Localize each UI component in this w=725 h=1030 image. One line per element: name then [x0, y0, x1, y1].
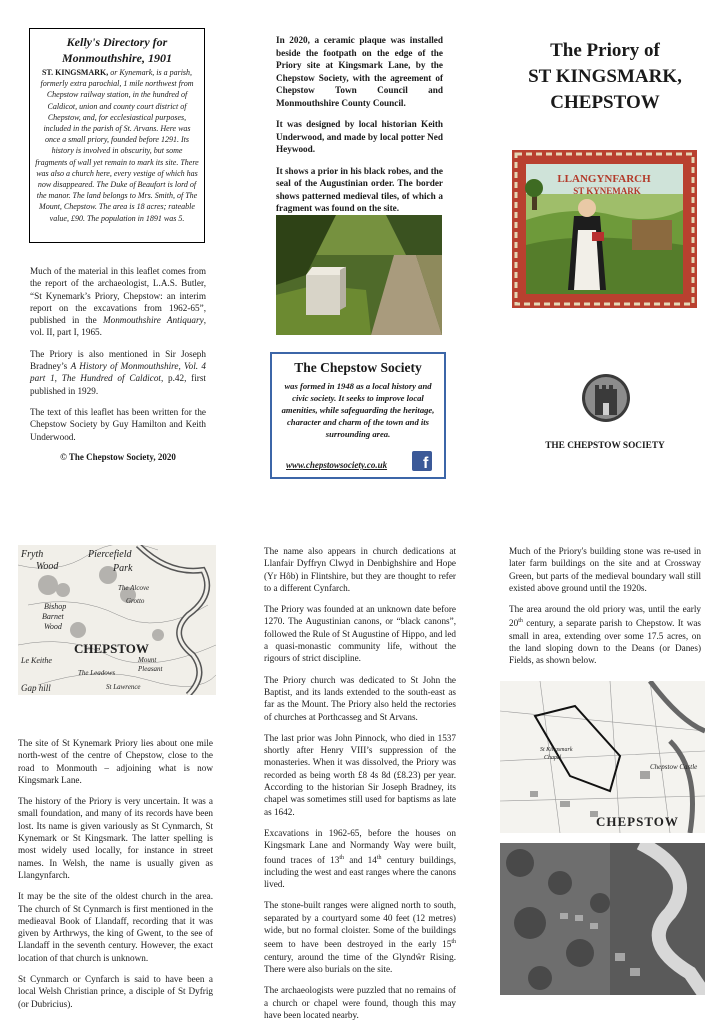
sources-column	[30, 265, 206, 462]
col6-p2-a: The area around the old priory was, until the early 20	[509, 604, 701, 629]
p5-sup-2: th	[376, 854, 382, 861]
plaque-info-paragraph-2: It was designed by local historian Keith Underwood, and made by local potter Ned Heywood.	[276, 119, 443, 154]
map1-label-barnet: Barnet	[42, 612, 64, 621]
plaque-text-welsh: LLANGYNFARCH	[557, 173, 651, 185]
page-title	[510, 38, 700, 116]
col6-p2-b: century, a separate parish to Chepstow. It was small in area, extending over some 17.5 acres, on the land sloping down to the Deans (or Danes) Fields, as shown below.	[509, 618, 701, 666]
kellys-directory-box	[29, 28, 205, 243]
map2-label-kingsmark: St Kingsmark	[540, 747, 573, 753]
ceramic-plaque-image	[512, 150, 697, 308]
society-logo	[581, 373, 631, 423]
sources-p2-a: The Priory is also mentioned in Sir Joseph Bradney’s	[30, 348, 206, 372]
p5-sup-1: th	[339, 854, 344, 861]
map1-label-chepstow: CHEPSTOW	[74, 641, 149, 656]
aerial-photo-image	[500, 843, 705, 995]
map2-label-chepstow: CHEPSTOW	[596, 814, 679, 829]
society-box-description: was formed in 1948 as a local history and civic society. It seeks to improve local amenities, while safeguarding the heritage, character and charm of the town and its surrounding area.	[281, 381, 435, 439]
history-2-paragraph-7: The archaeologists were puzzled that no remains of a church or chapel were found, though this may have been located nearby.	[264, 985, 456, 1020]
society-website-link[interactable]: www.chepstowsociety.co.uk	[286, 460, 388, 470]
society-name-cover: THE CHEPSTOW SOCIETY	[545, 441, 665, 451]
p6-sup: th	[451, 939, 456, 946]
copyright-notice: © The Chepstow Society, 2020	[60, 451, 176, 462]
p6-part-b: century, around the time of the Glyndŵr Rising. There were also burials on the site.	[264, 951, 456, 975]
history-2-paragraph-4: The last prior was John Pinnock, who died in 1537 shortly after Henry VIII’s suppression of the monasteries. When it was dissolved, the Priory was recorded as being worth £8 4s 8d (£8.23) per year. According to the historian Sir Joseph Bradney, its chapel was sometimes still used for baptisms as late as 1642.	[264, 732, 456, 817]
history-2-paragraph-1: The name also appears in church dedications at Llanfair Dyffryn Clwyd in Denbighshire and Hope (Yr Hôb) in Flintshire, but they are thought to refer to a different Cynfarch.	[264, 546, 456, 593]
history-2-paragraph-6	[264, 899, 456, 975]
title-line-3: CHEPSTOW	[550, 92, 660, 113]
history-2-paragraph-5	[264, 827, 456, 891]
society-box-title: The Chepstow Society	[294, 360, 422, 375]
title-line-2: ST KINGSMARK,	[528, 66, 682, 87]
map1-label-gap-hill: Gap hill	[21, 683, 51, 693]
history-1-paragraph-1: The site of St Kynemark Priory lies about one mile north-west of the centre of Chepstow, close to the road to Monmouth – adjoining what is now Kingsmark Lane.	[18, 738, 213, 785]
map1-label-frith: Fryth	[21, 549, 44, 560]
map1-label-wood2: Wood	[44, 622, 62, 631]
kelly-text	[35, 67, 199, 224]
historic-map-chepstow	[18, 545, 216, 695]
plaque-info-column	[276, 34, 443, 224]
col6-p2-sup: th	[518, 618, 523, 625]
history-column-3	[509, 545, 701, 676]
title-line-1: The Priory of	[550, 40, 660, 61]
map1-label-park: Park	[113, 563, 133, 574]
sources-p2-italic: A History of Monmouthshire, Vol. 4 part 1, The Hundred of Caldicot	[30, 361, 206, 384]
history-2-paragraph-3: The Priory church was dedicated to St John the Baptist, and its lands extended to the south-east as far as the Mount. The Priory also held the rectories of churches at Porthcasseg and St Arvans.	[264, 674, 456, 722]
map2-label-chapel: Chapel	[544, 755, 562, 761]
sources-p2-b: , p.42, first published in 1929.	[30, 373, 206, 396]
history-1-paragraph-3: It may be the site of the oldest church in the area. The church of St Cynmarch is first mentioned in the medieaval Book of Llandaff, recording that it was given by Arthrwys, the king of Gwent, to the see of Llandaff in the seventh century. However, the exact location of that church is unknown.	[18, 891, 213, 963]
facebook-icon[interactable]	[412, 451, 432, 471]
map1-label-st-lawrence: St Lawrence	[106, 683, 141, 691]
p6-part-a: The stone-built ranges were aligned north to south, separated by a courtyard some 40 feet (12 metres) wide, but no formal cloister. Some of the buildings seem to have been destroyed in the early 15	[264, 900, 456, 950]
sources-paragraph-1	[30, 265, 206, 339]
map1-label-leadows: The Leadows	[78, 669, 116, 677]
map2-label-castle: Chepstow Castle	[650, 763, 698, 771]
map1-label-pleasant: Pleasant	[138, 665, 163, 673]
historic-map-image	[18, 545, 216, 695]
p5-part-c: century buildings, including the west and east ranges where the canons lived.	[264, 854, 456, 890]
map1-label-alcove: The Alcove	[118, 584, 150, 592]
history-2-paragraph-2: The Priory was founded at an unknown date before 1270. The Augustinian canons, or “black canons”, followed the Rule of St Augustine of Hippo, and led a quasi-monastic community life, without the rigours of strict discipline.	[264, 604, 456, 664]
chepstow-society-box	[270, 352, 446, 479]
sources-p1-b: , vol. II, part I, 1965.	[30, 315, 206, 338]
plaque-info-paragraph-1: In 2020, a ceramic plaque was installed beside the footpath on the edge of the Priory site at Kingsmark Lane, by the Chepstow Society, with the agreement of Chepstow Town Council and Monmouthshire County Council.	[276, 35, 443, 108]
castle-logo-icon	[581, 373, 631, 423]
map1-label-keithe: Le Keithe	[21, 656, 52, 665]
kelly-lead: ST. KINGSMARK,	[41, 68, 109, 77]
p5-part-a: Excavations in 1962-65, before the houses on Kingsmark Lane and Normandy Way were built, found traces of 13	[264, 827, 456, 865]
map1-label-bishops: Bishop	[44, 602, 67, 611]
sources-p1-a: Much of the material in this leaflet comes from the report of the archaeologist, L.A.S. Butler, “St Kynemark’s Priory, Chepstow: an interim report on the excavations from 1962-65”, published in the	[30, 266, 206, 326]
aerial-photo	[500, 843, 705, 995]
kelly-heading: Kelly's Directory for Monmouthshire, 1901	[61, 35, 173, 65]
history-column-2	[264, 545, 456, 1030]
sources-paragraph-2	[30, 348, 206, 397]
plaque-text-english: ST KYNEMARK	[573, 186, 641, 196]
kelly-body: or Kynemark, is a parish, formerly extra parochial, 1 mile northwest from Chepstow railway station, in the hundred of Caldicot, union and county court district of Chepstow, and, for ecclesiastical purposes, included in the parish of St. Arvans. Here was once a small priory, founded before 1291. Its history is involved in obscurity, but some fragments of wall yet remain to mark its site. There was also a church here, every vestige of which has now disappeared. The Duke of Beaufort is lord of the manor. The land belongs to Mrs. Smith, of The Mount, Chepstow. The area is 18 acres; rateable value, £90. The population in 1891 was 5.	[35, 68, 199, 223]
plaque-illustration	[512, 150, 697, 308]
map1-label-mount: Mount	[138, 656, 157, 664]
history-column-1	[18, 737, 213, 1019]
history-3-paragraph-1: Much of the Priory's building stone was re-used in later farm buildings on the site and at Crossway Green, but parts of the medieval boundary wall still existed above ground until the 1920s.	[509, 546, 701, 593]
history-3-paragraph-2	[509, 603, 701, 667]
map1-label-piercefield: Piercefield	[88, 549, 132, 560]
map1-label-wood: Wood	[36, 561, 59, 572]
parish-boundary-map	[500, 681, 705, 833]
parish-map-image	[500, 681, 705, 833]
svg-text:f: f	[423, 455, 429, 471]
footpath-photo-image	[276, 215, 442, 335]
map1-label-grotto: Grotto	[126, 597, 145, 605]
sources-p1-italic: Monmouthshire Antiquary	[102, 315, 204, 326]
p5-part-b: and 14	[343, 854, 377, 865]
history-1-paragraph-4: St Cynmarch or Cynfarch is said to have been a local Welsh Christian prince, a disciple of St Dyfrig (or Dubricius).	[18, 974, 213, 1009]
footpath-plaque-photo	[276, 215, 442, 335]
plaque-info-paragraph-3: It shows a prior in his black robes, and the seal of the Augustinian order. The border shows patterned medieval tiles, of which a fragment was found on the site.	[276, 165, 443, 213]
sources-paragraph-3: The text of this leaflet has been written for the Chepstow Society by Guy Hamilton and Keith Underwood.	[30, 406, 206, 442]
history-1-paragraph-2: The history of the Priory is very uncertain. It was a small foundation, and many of its records have been lost. Its name is given variously as St Cynmarch, St Kynemark or St Kingsmark. The latter spelling is most widely used locally, for instance in street names. In Welsh, the name is usually given as Llangynfarch.	[18, 796, 213, 880]
